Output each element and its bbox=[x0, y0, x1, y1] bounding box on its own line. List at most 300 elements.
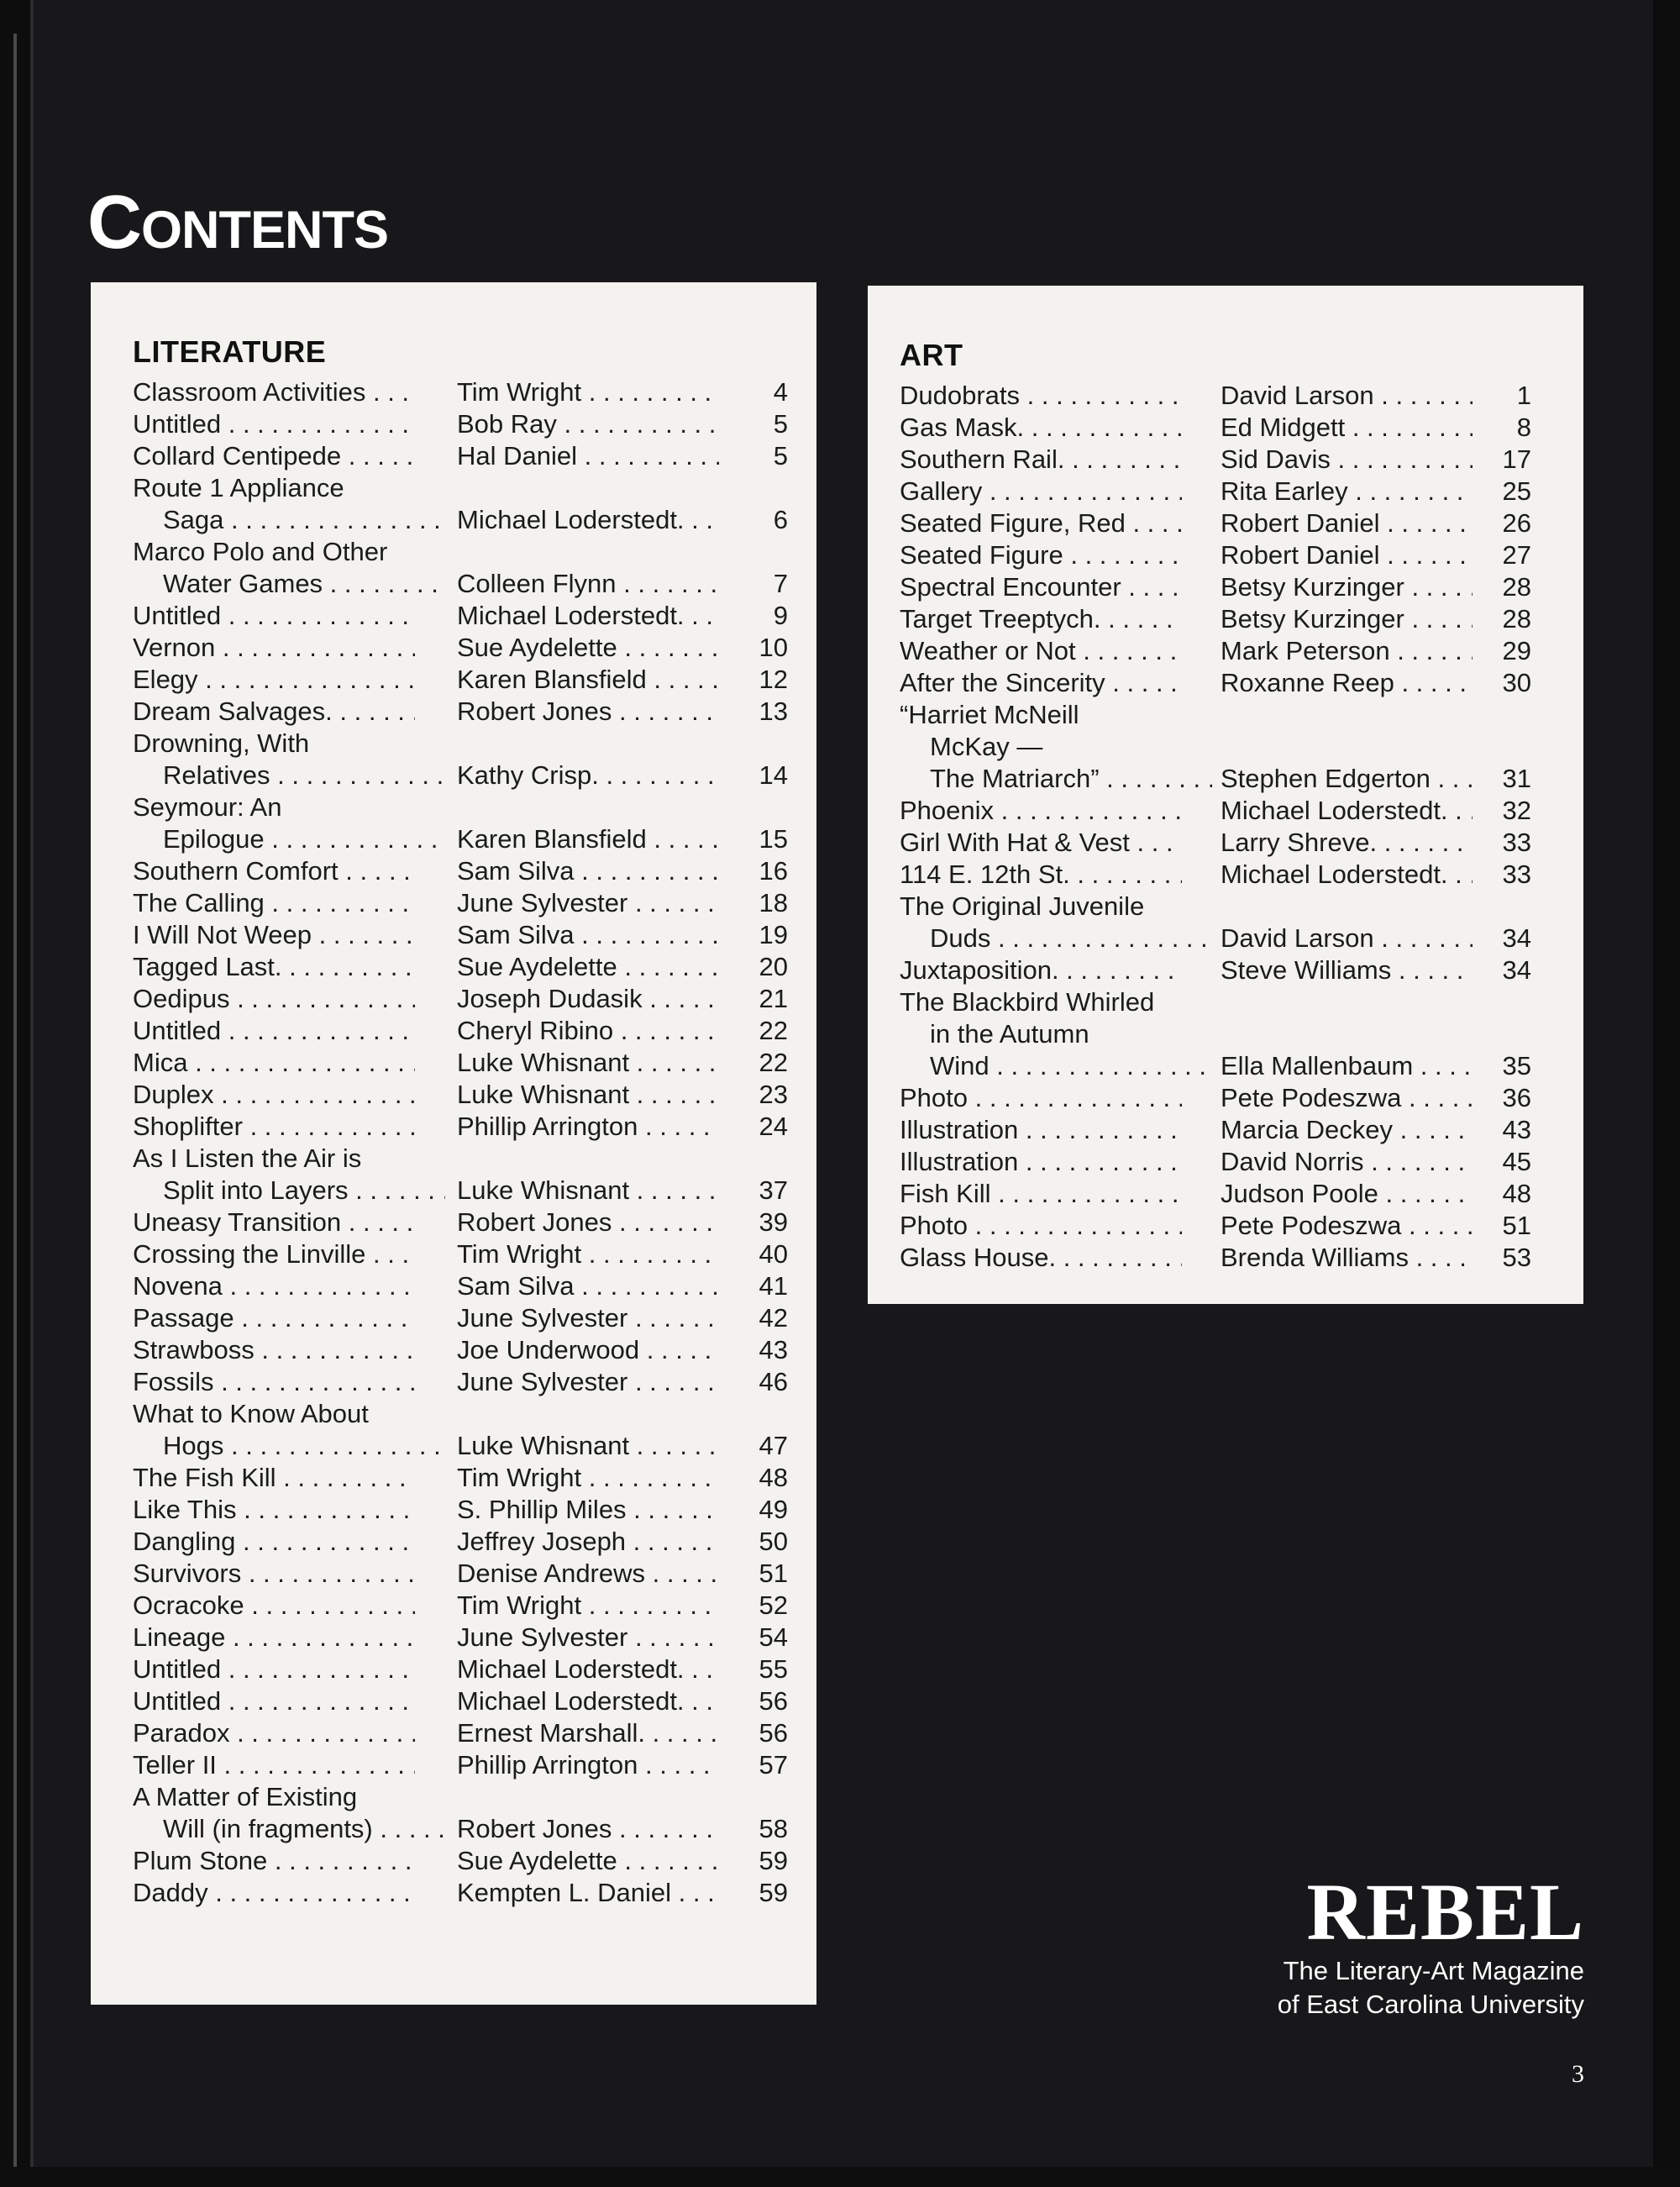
art-entry-line bbox=[868, 1082, 1583, 1114]
art-entry-page: 29 bbox=[1502, 636, 1531, 665]
art-entry-author: Ella Mallenbaum . . . bbox=[1221, 1050, 1473, 1082]
literature-entry-page: 39 bbox=[759, 1207, 788, 1237]
literature-entry-page: 5 bbox=[773, 441, 788, 471]
literature-entry-page: 16 bbox=[759, 856, 788, 886]
literature-entry-title: Untitled . . . bbox=[133, 1685, 415, 1717]
literature-entry-author: Colleen Flynn . . . bbox=[457, 568, 719, 600]
literature-entry-title: Route 1 Appliance bbox=[133, 473, 344, 502]
literature-entry bbox=[91, 919, 816, 951]
literature-entry-page: 6 bbox=[773, 505, 788, 534]
literature-entry bbox=[91, 1015, 816, 1047]
art-entry-author: Robert Daniel . . . bbox=[1221, 507, 1473, 539]
art-entry-title: Seated Figure, Red . . . bbox=[900, 507, 1182, 539]
literature-entry-page: 57 bbox=[759, 1750, 788, 1780]
literature-entry-title: Plum Stone . . . bbox=[133, 1845, 415, 1877]
literature-entry-author: Michael Loderstedt. . . . bbox=[457, 1685, 719, 1717]
art-entry-line bbox=[868, 1242, 1583, 1274]
art-entry-line bbox=[868, 699, 1583, 731]
art-entry-title: Photo . . . bbox=[900, 1210, 1182, 1242]
art-entry-author: Larry Shreve. . . . bbox=[1221, 827, 1473, 859]
literature-entry-author: Kathy Crisp. . . . bbox=[457, 760, 719, 791]
literature-panel bbox=[91, 282, 816, 2005]
art-entry-title: Girl With Hat & Vest . . . bbox=[900, 827, 1182, 859]
literature-entry-title: Classroom Activities . . . bbox=[133, 376, 415, 408]
literature-entry bbox=[91, 951, 816, 983]
literature-entry bbox=[91, 1207, 816, 1238]
literature-entry-title: Dream Salvages. . . . bbox=[133, 696, 415, 728]
art-entry-title: Photo . . . bbox=[900, 1082, 1182, 1114]
art-entry-title: Juxtaposition. . . . bbox=[900, 954, 1182, 986]
literature-entry bbox=[91, 408, 816, 440]
literature-entry-author: Sue Aydelette . . . bbox=[457, 1845, 719, 1877]
literature-entry bbox=[91, 791, 816, 855]
literature-entry-page: 22 bbox=[759, 1048, 788, 1077]
literature-entry bbox=[91, 440, 816, 472]
literature-entry-title: Collard Centipede . . . bbox=[133, 440, 415, 472]
literature-entry-title: Water Games . . . bbox=[133, 568, 445, 600]
literature-entry-title: Saga . . . bbox=[133, 504, 445, 536]
literature-entry-page: 10 bbox=[759, 633, 788, 662]
literature-entry bbox=[91, 1398, 816, 1462]
literature-entry-page: 50 bbox=[759, 1527, 788, 1556]
magazine-subtitle-line-1: The Literary-Art Magazine bbox=[1283, 1956, 1584, 1985]
literature-entry-line bbox=[91, 1526, 816, 1558]
art-entry-line bbox=[868, 1050, 1583, 1082]
art-entry-title: Gas Mask. . . . bbox=[900, 412, 1182, 444]
art-entry-title: Fish Kill . . . bbox=[900, 1178, 1182, 1210]
literature-entry-author: Michael Loderstedt. . . . bbox=[457, 1653, 719, 1685]
art-entry bbox=[868, 571, 1583, 603]
art-entry-page: 48 bbox=[1502, 1179, 1531, 1208]
literature-entry-title: Oedipus . . . bbox=[133, 983, 415, 1015]
art-entry bbox=[868, 795, 1583, 827]
literature-entry-title: Uneasy Transition . . . bbox=[133, 1207, 415, 1238]
literature-entry-line bbox=[91, 1111, 816, 1143]
literature-entry-title: Epilogue . . . bbox=[133, 823, 445, 855]
art-entry bbox=[868, 1082, 1583, 1114]
art-entry-page: 26 bbox=[1502, 508, 1531, 538]
magazine-subtitle-line-2: of East Carolina University bbox=[1277, 1990, 1584, 2019]
literature-entry-line bbox=[91, 1622, 816, 1653]
literature-entry-line bbox=[91, 1653, 816, 1685]
art-entry-title: in the Autumn bbox=[930, 1019, 1089, 1049]
literature-entry-author: Sue Aydelette . . . bbox=[457, 632, 719, 664]
literature-entry-title: Seymour: An bbox=[133, 792, 282, 822]
art-entry-author: Rita Earley . . . bbox=[1221, 476, 1473, 507]
art-entry-author: Pete Podeszwa . . . bbox=[1221, 1082, 1473, 1114]
literature-entry-author: Robert Jones . . . bbox=[457, 696, 719, 728]
literature-entry-page: 59 bbox=[759, 1878, 788, 1907]
art-entry-title: Wind . . . bbox=[900, 1050, 1212, 1082]
literature-entry-line bbox=[91, 1207, 816, 1238]
literature-entry-author: Ernest Marshall. . . . bbox=[457, 1717, 719, 1749]
literature-entry-line bbox=[91, 472, 816, 504]
art-entry-page: 1 bbox=[1516, 381, 1531, 410]
art-entry bbox=[868, 412, 1583, 444]
art-entry bbox=[868, 1210, 1583, 1242]
art-entry bbox=[868, 954, 1583, 986]
literature-entry-line bbox=[91, 1685, 816, 1717]
art-entry-page: 34 bbox=[1502, 955, 1531, 985]
art-entry-author: David Norris . . . bbox=[1221, 1146, 1473, 1178]
art-entry-title: Illustration . . . bbox=[900, 1114, 1182, 1146]
literature-heading: LITERATURE bbox=[133, 334, 327, 369]
literature-entry bbox=[91, 1717, 816, 1749]
art-entry bbox=[868, 380, 1583, 412]
literature-entry-author: Tim Wright . . . bbox=[457, 376, 719, 408]
art-entry-title: Duds . . . bbox=[900, 923, 1212, 954]
art-entry-title: Dudobrats . . . bbox=[900, 380, 1182, 412]
literature-entry-line bbox=[91, 1494, 816, 1526]
art-entry-title: 114 E. 12th St. . . . bbox=[900, 859, 1182, 891]
art-entry-title: Southern Rail. . . . bbox=[900, 444, 1182, 476]
art-entry bbox=[868, 859, 1583, 891]
literature-entry-title: Fossils . . . bbox=[133, 1366, 415, 1398]
art-panel bbox=[868, 286, 1583, 1304]
literature-entry-line bbox=[91, 983, 816, 1015]
literature-entry-line bbox=[91, 696, 816, 728]
literature-entry-author: Jeffrey Joseph . . . bbox=[457, 1526, 719, 1558]
literature-entry-author: Bob Ray . . . bbox=[457, 408, 719, 440]
literature-entry-line bbox=[91, 1334, 816, 1366]
art-entry bbox=[868, 891, 1583, 954]
literature-entry-author: Joseph Dudasik . . . bbox=[457, 983, 719, 1015]
art-entry bbox=[868, 827, 1583, 859]
art-entry-title: Weather or Not . . . bbox=[900, 635, 1182, 667]
literature-entry-author: Sam Silva . . . bbox=[457, 919, 719, 951]
literature-entry-title: Strawboss . . . bbox=[133, 1334, 415, 1366]
art-entry-line bbox=[868, 859, 1583, 891]
art-entry-author: Steve Williams . . . bbox=[1221, 954, 1473, 986]
literature-entry-author: Robert Jones . . . bbox=[457, 1207, 719, 1238]
literature-entry-author: June Sylvester . . . bbox=[457, 887, 719, 919]
art-entry bbox=[868, 667, 1583, 699]
art-entry-page: 53 bbox=[1502, 1243, 1531, 1272]
literature-entry-title: What to Know About bbox=[133, 1399, 369, 1428]
art-entry-page: 33 bbox=[1502, 860, 1531, 889]
literature-entry bbox=[91, 983, 816, 1015]
literature-entry bbox=[91, 1877, 816, 1909]
art-entry-page: 8 bbox=[1516, 413, 1531, 442]
art-entry-author: Betsy Kurzinger . . . bbox=[1221, 571, 1473, 603]
literature-entry-author: Luke Whisnant . . . bbox=[457, 1079, 719, 1111]
art-entry-page: 34 bbox=[1502, 923, 1531, 953]
art-entry-line bbox=[868, 891, 1583, 923]
art-entry bbox=[868, 476, 1583, 507]
literature-entry bbox=[91, 1685, 816, 1717]
literature-entry-line bbox=[91, 1047, 816, 1079]
literature-entry-line bbox=[91, 1749, 816, 1781]
literature-entry-title: Hogs . . . bbox=[133, 1430, 445, 1462]
literature-entry-author: Kempten L. Daniel . . . bbox=[457, 1877, 719, 1909]
art-entry-line bbox=[868, 795, 1583, 827]
literature-entry-page: 43 bbox=[759, 1335, 788, 1364]
literature-entry-author: Michael Loderstedt. . . . bbox=[457, 504, 719, 536]
literature-entry-page: 22 bbox=[759, 1016, 788, 1045]
page-number: 3 bbox=[1572, 2060, 1584, 2088]
art-entry bbox=[868, 603, 1583, 635]
literature-entry-title: Southern Comfort . . . bbox=[133, 855, 415, 887]
spine-edge bbox=[13, 34, 17, 2168]
literature-entry-author: Tim Wright . . . bbox=[457, 1590, 719, 1622]
literature-entry-line bbox=[91, 600, 816, 632]
literature-entry bbox=[91, 1334, 816, 1366]
literature-entry-title: Relatives . . . bbox=[133, 760, 445, 791]
literature-entry bbox=[91, 1238, 816, 1270]
literature-entry-line bbox=[91, 1430, 816, 1462]
literature-entry bbox=[91, 600, 816, 632]
literature-entry-page: 58 bbox=[759, 1814, 788, 1843]
literature-entry-page: 18 bbox=[759, 888, 788, 917]
art-entry-author: David Larson . . . bbox=[1221, 923, 1473, 954]
art-entry-page: 27 bbox=[1502, 540, 1531, 570]
art-entry-line bbox=[868, 731, 1583, 763]
literature-entry bbox=[91, 1558, 816, 1590]
art-entry-line bbox=[868, 444, 1583, 476]
literature-entry-author: June Sylvester . . . bbox=[457, 1622, 719, 1653]
literature-entry-title: Elegy . . . bbox=[133, 664, 415, 696]
literature-entry bbox=[91, 632, 816, 664]
literature-entry-line bbox=[91, 1781, 816, 1813]
art-entry-title: Spectral Encounter . . . bbox=[900, 571, 1182, 603]
art-entry-author: Stephen Edgerton . . . bbox=[1221, 763, 1473, 795]
art-entry-author: David Larson . . . bbox=[1221, 380, 1473, 412]
literature-entry-title: Teller II . . . bbox=[133, 1749, 415, 1781]
literature-entry bbox=[91, 536, 816, 600]
art-entry-title: The Blackbird Whirled bbox=[900, 987, 1155, 1017]
literature-entry-author: Phillip Arrington . . . bbox=[457, 1111, 719, 1143]
literature-entry bbox=[91, 1270, 816, 1302]
literature-entry-line bbox=[91, 408, 816, 440]
art-entry-line bbox=[868, 412, 1583, 444]
literature-entry-author: Sam Silva . . . bbox=[457, 1270, 719, 1302]
literature-entry-line bbox=[91, 1590, 816, 1622]
literature-entry-author: Denise Andrews . . . bbox=[457, 1558, 719, 1590]
art-entry-author: Robert Daniel . . . bbox=[1221, 539, 1473, 571]
art-entry-title: Gallery . . . bbox=[900, 476, 1182, 507]
art-entry-page: 28 bbox=[1502, 604, 1531, 633]
art-entry-line bbox=[868, 1210, 1583, 1242]
literature-entry-line bbox=[91, 728, 816, 760]
literature-entry bbox=[91, 1653, 816, 1685]
art-entry-page: 45 bbox=[1502, 1147, 1531, 1176]
literature-entry-page: 42 bbox=[759, 1303, 788, 1333]
literature-entry bbox=[91, 855, 816, 887]
literature-entry-author: Phillip Arrington . . . bbox=[457, 1749, 719, 1781]
literature-list bbox=[91, 376, 816, 1909]
literature-entry-line bbox=[91, 1175, 816, 1207]
art-entry bbox=[868, 444, 1583, 476]
literature-entry-line bbox=[91, 1270, 816, 1302]
literature-entry-page: 9 bbox=[773, 601, 788, 630]
magazine-subtitle bbox=[1278, 1954, 1584, 2021]
literature-entry-page: 15 bbox=[759, 824, 788, 854]
literature-entry-line bbox=[91, 1143, 816, 1175]
art-entry-title: Illustration . . . bbox=[900, 1146, 1182, 1178]
literature-entry-author: Cheryl Ribino . . . bbox=[457, 1015, 719, 1047]
literature-entry-title: Daddy . . . bbox=[133, 1877, 415, 1909]
art-entry-line bbox=[868, 954, 1583, 986]
literature-entry-title: Dangling . . . bbox=[133, 1526, 415, 1558]
literature-entry-title: Drowning, With bbox=[133, 728, 310, 758]
literature-entry-line bbox=[91, 632, 816, 664]
literature-entry-author: Robert Jones . . . bbox=[457, 1813, 719, 1845]
literature-entry-title: Untitled . . . bbox=[133, 408, 415, 440]
literature-entry bbox=[91, 696, 816, 728]
literature-entry-page: 14 bbox=[759, 760, 788, 790]
literature-entry-author: Luke Whisnant . . . bbox=[457, 1430, 719, 1462]
literature-entry-author: Karen Blansfield . . . bbox=[457, 664, 719, 696]
art-entry-line bbox=[868, 1146, 1583, 1178]
literature-entry-author: Karen Blansfield . . . bbox=[457, 823, 719, 855]
literature-entry-line bbox=[91, 1717, 816, 1749]
literature-entry bbox=[91, 1302, 816, 1334]
art-entry bbox=[868, 507, 1583, 539]
literature-entry-line bbox=[91, 1015, 816, 1047]
literature-entry-title: Novena . . . bbox=[133, 1270, 415, 1302]
art-entry bbox=[868, 1146, 1583, 1178]
literature-entry-page: 24 bbox=[759, 1112, 788, 1141]
literature-entry-title: Crossing the Linville . . . bbox=[133, 1238, 415, 1270]
art-entry bbox=[868, 1242, 1583, 1274]
literature-entry-author: Michael Loderstedt. . . . bbox=[457, 600, 719, 632]
literature-entry bbox=[91, 472, 816, 536]
art-entry-page: 31 bbox=[1502, 764, 1531, 793]
literature-entry-page: 7 bbox=[773, 569, 788, 598]
literature-entry-line bbox=[91, 1079, 816, 1111]
art-entry-title: Phoenix . . . bbox=[900, 795, 1182, 827]
literature-entry-page: 13 bbox=[759, 697, 788, 726]
art-list bbox=[868, 380, 1583, 1274]
art-entry-title: The Original Juvenile bbox=[900, 891, 1145, 921]
literature-entry-line bbox=[91, 440, 816, 472]
literature-entry-page: 52 bbox=[759, 1590, 788, 1620]
literature-entry-page: 55 bbox=[759, 1654, 788, 1684]
art-entry-line bbox=[868, 380, 1583, 412]
art-entry-page: 30 bbox=[1502, 668, 1531, 697]
art-entry-title: “Harriet McNeill bbox=[900, 700, 1079, 729]
art-entry bbox=[868, 986, 1583, 1082]
literature-entry-line bbox=[91, 791, 816, 823]
literature-entry-line bbox=[91, 1877, 816, 1909]
art-entry-line bbox=[868, 827, 1583, 859]
literature-entry-title: Lineage . . . bbox=[133, 1622, 415, 1653]
page-edge-right bbox=[1653, 0, 1680, 2187]
art-entry bbox=[868, 699, 1583, 795]
literature-entry-line bbox=[91, 919, 816, 951]
literature-entry-page: 5 bbox=[773, 409, 788, 439]
art-entry-line bbox=[868, 571, 1583, 603]
art-entry-author: Michael Loderstedt. . . . bbox=[1221, 795, 1473, 827]
literature-entry-page: 54 bbox=[759, 1622, 788, 1652]
literature-entry-page: 49 bbox=[759, 1495, 788, 1524]
literature-entry bbox=[91, 1622, 816, 1653]
literature-entry-page: 20 bbox=[759, 952, 788, 981]
art-entry-title: McKay — bbox=[930, 732, 1043, 761]
literature-entry bbox=[91, 1526, 816, 1558]
literature-entry bbox=[91, 1079, 816, 1111]
art-entry-line bbox=[868, 1178, 1583, 1210]
literature-entry-page: 56 bbox=[759, 1686, 788, 1716]
literature-entry bbox=[91, 1111, 816, 1143]
literature-entry-author: Luke Whisnant . . . bbox=[457, 1047, 719, 1079]
literature-entry-title: Untitled . . . bbox=[133, 1015, 415, 1047]
literature-entry-line bbox=[91, 760, 816, 791]
literature-entry-author: Tim Wright . . . bbox=[457, 1238, 719, 1270]
art-entry-page: 35 bbox=[1502, 1051, 1531, 1080]
literature-entry-title: Split into Layers . . . bbox=[133, 1175, 445, 1207]
art-entry-author: Michael Loderstedt. . . . bbox=[1221, 859, 1473, 891]
literature-entry bbox=[91, 1494, 816, 1526]
literature-entry-title: Will (in fragments) . . . bbox=[133, 1813, 445, 1845]
art-entry bbox=[868, 1178, 1583, 1210]
literature-entry bbox=[91, 1749, 816, 1781]
art-entry-author: Roxanne Reep . . . bbox=[1221, 667, 1473, 699]
literature-entry-page: 56 bbox=[759, 1718, 788, 1748]
art-entry-page: 32 bbox=[1502, 796, 1531, 825]
art-entry bbox=[868, 539, 1583, 571]
literature-entry-title: Duplex . . . bbox=[133, 1079, 415, 1111]
literature-entry bbox=[91, 664, 816, 696]
art-entry-author: Ed Midgett . . . bbox=[1221, 412, 1473, 444]
literature-entry-title: Like This . . . bbox=[133, 1494, 415, 1526]
literature-entry-line bbox=[91, 887, 816, 919]
literature-entry bbox=[91, 1462, 816, 1494]
art-entry-title: Target Treeptych. . . . bbox=[900, 603, 1182, 635]
art-entry-author: Judson Poole . . . bbox=[1221, 1178, 1473, 1210]
art-entry-page: 33 bbox=[1502, 828, 1531, 857]
literature-entry-line bbox=[91, 951, 816, 983]
literature-entry-line bbox=[91, 1302, 816, 1334]
literature-entry-author: Tim Wright . . . bbox=[457, 1462, 719, 1494]
art-entry-line bbox=[868, 1114, 1583, 1146]
literature-entry-author: June Sylvester . . . bbox=[457, 1366, 719, 1398]
literature-entry-title: A Matter of Existing bbox=[133, 1782, 358, 1811]
literature-entry-title: The Fish Kill . . . bbox=[133, 1462, 415, 1494]
art-entry-line bbox=[868, 986, 1583, 1018]
literature-entry-title: Survivors . . . bbox=[133, 1558, 415, 1590]
literature-entry bbox=[91, 1047, 816, 1079]
art-heading: ART bbox=[900, 338, 963, 372]
literature-entry-title: Mica . . . bbox=[133, 1047, 415, 1079]
art-entry-line bbox=[868, 923, 1583, 954]
art-entry-author: Sid Davis . . . bbox=[1221, 444, 1473, 476]
literature-entry-line bbox=[91, 504, 816, 536]
art-entry-line bbox=[868, 667, 1583, 699]
literature-entry-line bbox=[91, 1462, 816, 1494]
literature-entry-page: 47 bbox=[759, 1431, 788, 1460]
literature-entry-author: Sue Aydelette . . . bbox=[457, 951, 719, 983]
literature-entry-author: Sam Silva . . . bbox=[457, 855, 719, 887]
literature-entry bbox=[91, 887, 816, 919]
literature-entry bbox=[91, 1781, 816, 1845]
art-entry-title: The Matriarch” . . . bbox=[900, 763, 1212, 795]
art-entry-line bbox=[868, 1018, 1583, 1050]
art-entry-line bbox=[868, 635, 1583, 667]
literature-entry-page: 19 bbox=[759, 920, 788, 949]
art-entry-author: Betsy Kurzinger . . . bbox=[1221, 603, 1473, 635]
literature-entry-title: Marco Polo and Other bbox=[133, 537, 388, 566]
literature-entry-page: 23 bbox=[759, 1080, 788, 1109]
literature-entry-line bbox=[91, 376, 816, 408]
page-edge-bottom bbox=[0, 2167, 1680, 2187]
art-entry-page: 51 bbox=[1502, 1211, 1531, 1240]
literature-entry-title: Ocracoke . . . bbox=[133, 1590, 415, 1622]
literature-entry-line bbox=[91, 664, 816, 696]
art-entry bbox=[868, 1114, 1583, 1146]
literature-entry-line bbox=[91, 855, 816, 887]
literature-entry-title: As I Listen the Air is bbox=[133, 1143, 362, 1173]
